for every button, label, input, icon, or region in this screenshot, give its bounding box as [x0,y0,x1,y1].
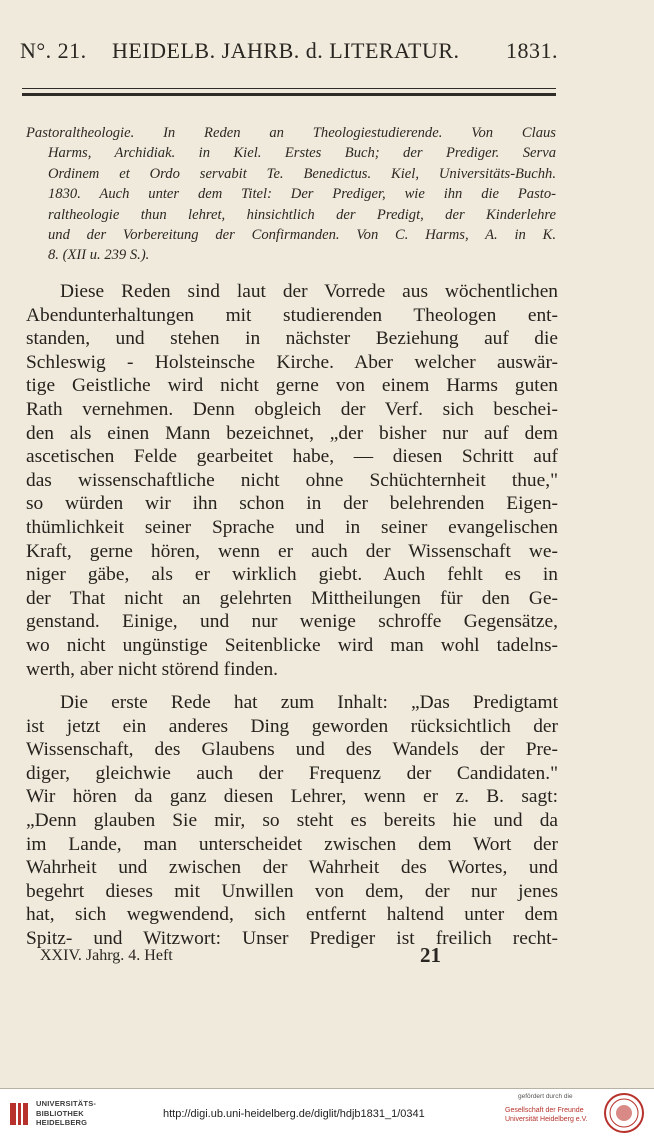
text-line: Schleswig - Holsteinsche Kirche. Aber welcher auswär- [26,351,558,373]
text-line: Wir hören da ganz diesen Lehrer, wenn er z. B. sagt: [26,786,558,808]
sponsor-label: gefördert durch die [518,1093,573,1100]
page-number: 21 [420,943,441,967]
signature-mark: XXIV. Jahrg. 4. Heft [40,947,173,964]
biblio-line: und der Vorbereitung der Confirmanden. Von C. Harms, A. in K. [48,227,556,244]
sponsor-name [505,1106,588,1124]
library-logo-icon[interactable] [8,1099,30,1129]
text-line: thümlichkeit seiner Sprache und in seiner evangelischen [26,516,558,538]
text-line: genstand. Einige, und nur wenige schroffe Gegensätze, [26,611,558,633]
library-line: BIBLIOTHEK [36,1108,84,1118]
running-head [0,38,654,68]
text-line: der That nicht an gelehrten Mittheilungen für den Ge- [26,587,558,609]
text-line: Kraft, gerne hören, wenn er auch der Wissenschaft we- [26,540,558,562]
review-body [26,280,558,951]
journal-year: 1831. [506,38,558,63]
text-line: ascetischen Felde gearbeitet habe, — diesen Schritt auf [26,446,558,468]
library-line: HEIDELBERG [36,1118,88,1127]
journal-title: HEIDELB. JAHRB. d. LITERATUR. [112,38,460,63]
text-line: niger gäbe, als er wirklich giebt. Auch fehlt es in [26,564,558,586]
text-line: hat, sich wegwendend, sich entfernt haltend unter dem [26,904,558,926]
library-name [36,1099,96,1128]
paragraph-1 [26,280,558,681]
text-line: diger, gleichwie auch der Frequenz der Candidaten." [26,762,558,784]
page-signature [40,945,540,969]
text-line: Die erste Rede hat zum Inhalt: „Das Predigtamt [60,692,558,714]
text-line: das wissenschaftliche nicht ohne Schüchternheit thue," [26,469,558,491]
text-line: tige Geistliche wird nicht gerne von einem Harms guten [26,375,558,397]
text-line: „Denn glauben Sie mir, so steht es bereits hie und da [26,810,558,832]
text-line: ist jetzt ein anderes Ding geworden rücksichtlich der [26,715,558,737]
bibliographic-entry [26,123,556,266]
header-rule-thin [22,88,556,89]
text-line: standen, und stehen in nächster Beziehung auf die [26,328,558,350]
text-line: Diese Reden sind laut der Vorrede aus wöchentlichen [60,281,558,302]
issue-number: N°. 21. [20,38,87,63]
biblio-line: 8. (XII u. 239 S.). [48,247,150,264]
sponsor-line: Universität Heidelberg e.V. [505,1116,588,1123]
biblio-line: Pastoraltheologie. In Reden an Theologiestudierende. Von Claus [26,125,556,141]
text-line: Abendunterhaltungen mit studierenden Theologen ent- [26,304,558,326]
biblio-line: Ordinem et Ordo servabit Te. Benedictus. Kiel, Universitäts-Buchh. [48,165,556,182]
paragraph-2 [26,691,558,951]
text-line: wo nicht ungünstige Seitenblicke wird man wohl tadelns- [26,634,558,656]
text-line: Wissenschaft, des Glaubens und des Wandels der Pre- [26,739,558,761]
biblio-line: Harms, Archidiak. in Kiel. Erstes Buch; der Prediger. Serva [48,145,556,162]
sponsor-line: Gesellschaft der Freunde [505,1107,584,1114]
text-line: so würden wir ihn schon in der belehrenden Eigen- [26,493,558,515]
header-rule-thick [22,93,556,96]
text-line: Spitz- und Witzwort: Unser Prediger ist freilich recht- [26,928,558,950]
text-line: den als einen Mann bezeichnet, „der bisher nur auf dem [26,422,558,444]
library-line: UNIVERSITÄTS- [36,1099,97,1108]
text-line: im Lande, man unterscheidet zwischen dem Wort der [26,833,558,855]
biblio-line: raltheologie thun lehret, hinsichtlich der Predigt, der Kinderlehre [48,206,556,223]
viewer-footer [0,1088,654,1138]
text-line: begehrt dieses mit Unwillen von dem, der nur jenes [26,880,558,902]
university-seal-icon [603,1092,645,1134]
text-line: Rath vernehmen. Denn obgleich der Verf. sich beschei- [26,398,558,420]
text-line: Wahrheit und zwischen der Wahrheit des Wortes, und [26,857,558,879]
biblio-line: 1830. Auch unter dem Titel: Der Prediger, wie ihn die Pasto- [48,186,556,203]
permalink-url[interactable]: http://digi.ub.uni-heidelberg.de/diglit/hdjb1831_1/0341 [163,1108,425,1120]
text-line: werth, aber nicht störend finden. [26,658,278,680]
